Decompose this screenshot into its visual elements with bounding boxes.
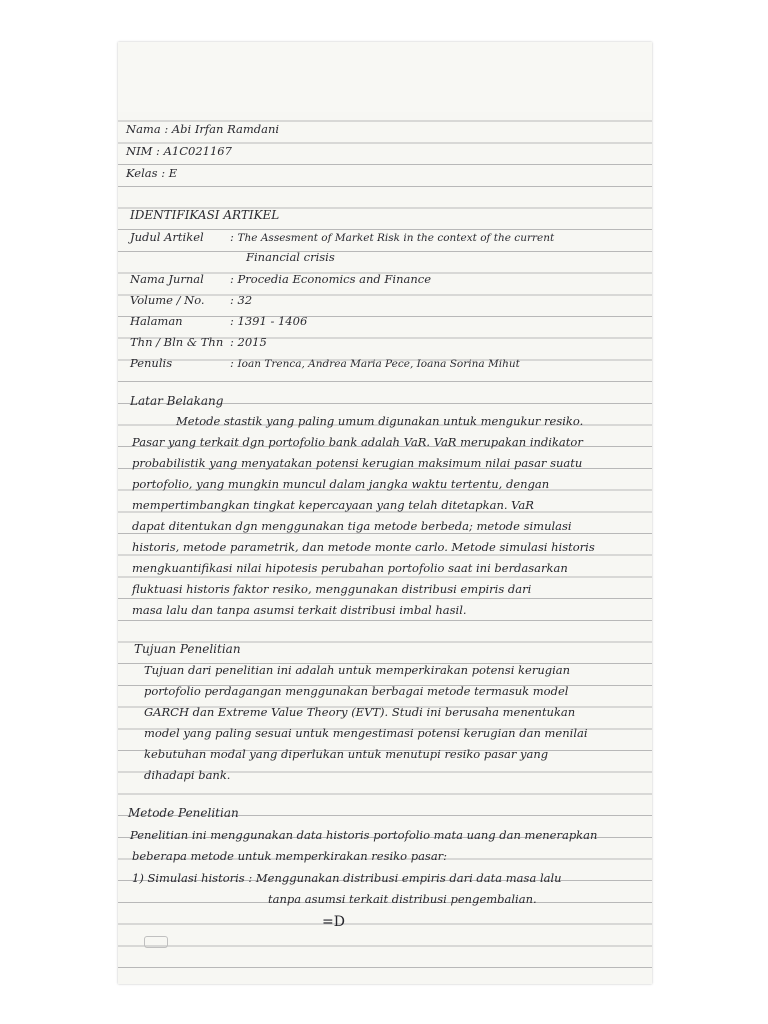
judul-value-cont: Financial crisis xyxy=(246,250,335,264)
tahun-row xyxy=(130,335,267,349)
latar-line: dapat ditentukan dgn menggunakan tiga metode berbeda; metode simulasi xyxy=(132,519,572,533)
tujuan-line: portofolio perdagangan menggunakan berbagai metode termasuk model xyxy=(144,684,569,698)
colon: : xyxy=(230,356,234,370)
identifikasi-title: IDENTIFIKASI ARTIKEL xyxy=(130,208,280,222)
nim-label: NIM xyxy=(126,144,153,158)
judul-value: The Assesment of Market Risk in the context of the current xyxy=(237,232,555,244)
tujuan-line: kebutuhan modal yang diperlukan untuk menutupi resiko pasar yang xyxy=(144,747,549,761)
colon: : xyxy=(161,166,169,180)
penulis-row xyxy=(130,356,520,371)
nama-value: Abi Irfan Ramdani xyxy=(171,122,280,136)
nim-value: A1C021167 xyxy=(163,144,232,158)
nama-row xyxy=(126,122,279,136)
jurnal-label: Nama Jurnal xyxy=(130,272,204,286)
metode-line: tanpa asumsi terkait distribusi pengembalian. xyxy=(268,892,537,906)
tujuan-line: GARCH dan Extreme Value Theory (EVT). Studi ini berusaha menentukan xyxy=(144,705,576,719)
latar-line: portofolio, yang mungkin muncul dalam jangka waktu tertentu, dengan xyxy=(132,477,550,491)
penulis-value: Ioan Trenca, Andrea Maria Pece, Ioana Sorina Mihut xyxy=(237,358,520,370)
latar-line: probabilistik yang menyatakan potensi kerugian maksimum nilai pasar suatu xyxy=(132,456,583,470)
volume-value: 32 xyxy=(237,293,253,307)
colon: : xyxy=(230,314,234,328)
page-top-margin xyxy=(118,42,652,112)
kelas-value: E xyxy=(168,166,178,180)
tujuan-line: model yang paling sesuai untuk mengestimasi potensi kerugian dan menilai xyxy=(144,726,588,740)
latar-line: fluktuasi historis faktor resiko, menggunakan distribusi empiris dari xyxy=(132,582,532,596)
tujuan-line: Tujuan dari penelitian ini adalah untuk memperkirakan potensi kerugian xyxy=(144,663,571,677)
metode-title: Metode Penelitian xyxy=(128,806,239,820)
tahun-value: 2015 xyxy=(237,335,267,349)
colon: : xyxy=(164,122,172,136)
notebook-page xyxy=(118,42,652,984)
latar-title: Latar Belakang xyxy=(130,394,224,408)
latar-line: mengkuantifikasi nilai hipotesis perubahan portofolio saat ini berdasarkan xyxy=(132,561,568,575)
kelas-row xyxy=(126,166,177,180)
tahun-label: Thn / Bln & Thn xyxy=(130,335,224,349)
jurnal-row xyxy=(130,272,431,286)
colon: : xyxy=(230,230,234,244)
tujuan-title: Tujuan Penelitian xyxy=(134,642,241,656)
colon: : xyxy=(230,272,234,286)
nama-label: Nama xyxy=(126,122,161,136)
halaman-value: 1391 - 1406 xyxy=(237,314,308,328)
kelas-label: Kelas xyxy=(126,166,158,180)
judul-label: Judul Artikel xyxy=(130,230,204,244)
judul-row xyxy=(130,230,554,245)
latar-line: masa lalu dan tanpa asumsi terkait distribusi imbal hasil. xyxy=(132,603,467,617)
volume-row xyxy=(130,293,252,307)
jurnal-value: Procedia Economics and Finance xyxy=(237,272,432,286)
colon: : xyxy=(156,144,164,158)
latar-line: Metode stastik yang paling umum digunakan untuk mengukur resiko. xyxy=(176,414,584,428)
nim-row xyxy=(126,144,232,158)
latar-line: Pasar yang terkait dgn portofolio bank adalah VaR. VaR merupakan indikator xyxy=(132,435,583,449)
metode-line: Penelitian ini menggunakan data historis portofolio mata uang dan menerapkan xyxy=(130,828,598,842)
page-number-box xyxy=(144,936,168,948)
metode-line: 1) Simulasi historis : Menggunakan distribusi empiris dari data masa lalu xyxy=(132,871,562,885)
latar-line: mempertimbangkan tingkat kepercayaan yang telah ditetapkan. VaR xyxy=(132,498,534,512)
latar-line: historis, metode parametrik, dan metode monte carlo. Metode simulasi historis xyxy=(132,540,595,554)
volume-label: Volume / No. xyxy=(130,293,205,307)
halaman-row xyxy=(130,314,307,328)
colon: : xyxy=(230,335,234,349)
halaman-label: Halaman xyxy=(130,314,183,328)
colon: : xyxy=(230,293,234,307)
penulis-label: Penulis xyxy=(130,356,173,370)
tujuan-line: dihadapi bank. xyxy=(144,768,231,782)
metode-line: beberapa metode untuk memperkirakan resiko pasar: xyxy=(132,849,448,863)
continue-mark: =D xyxy=(322,914,345,930)
